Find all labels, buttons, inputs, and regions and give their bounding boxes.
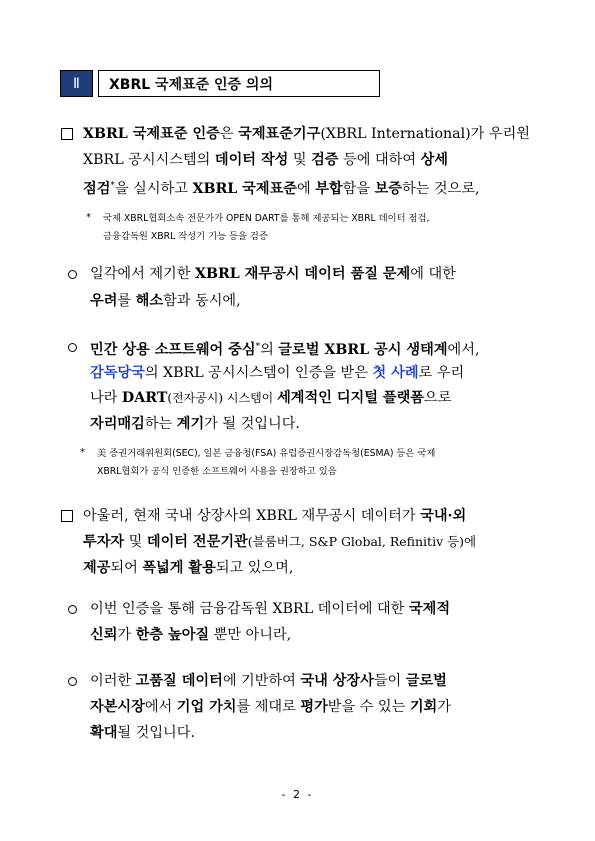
note2-line1: 美 증권거래위원회(SEC), 일본 금융청(FSA) 유럽증권시장감독청(ESMA) 등은 국제 (97, 448, 436, 459)
section-header (60, 70, 380, 97)
para6-line2: 자본시장에서 기업 가치를 제대로 평가받을 수 있는 기회가 (90, 699, 451, 715)
para4-line1: 아울러, 현재 국내 상장사의 XBRL 재무공시 데이터가 국내·외 (83, 508, 467, 524)
para1-line2: XBRL 공시시스템의 데이터 작성 및 검증 등에 대하여 상세 (83, 152, 448, 168)
page-number: - 2 - (281, 788, 314, 801)
para6-line3: 확대될 것입니다. (90, 725, 195, 741)
circle-bullet-icon (68, 270, 77, 279)
circle-bullet-icon (68, 677, 77, 686)
footnote-mark: * (86, 212, 91, 223)
note1-line2: 금융감독원 XBRL 작성기 기능 등을 검증 (103, 231, 268, 242)
section-number: Ⅱ (60, 70, 93, 97)
para1-line1: XBRL 국제표준 인증은 국제표준기구(XBRL International)가 우리원 (83, 126, 531, 142)
square-bullet-icon (61, 128, 73, 140)
para5-line2: 신뢰가 한층 높아질 뿐만 아니라, (90, 627, 292, 643)
circle-bullet-icon (68, 605, 77, 614)
para3-line1: 민간 상용 소프트웨어 중심*의 글로벌 XBRL 공시 생태계에서, (90, 342, 480, 358)
footnote-mark: * (80, 447, 85, 458)
para6-line1: 이러한 고품질 데이터에 기반하여 국내 상장사들이 글로벌 (90, 673, 447, 689)
section-title: XBRL 국제표준 인증 의의 (98, 70, 380, 97)
note2-line2: XBRL협회가 공식 인증한 소프트웨어 사용을 권장하고 있음 (97, 466, 337, 477)
square-bullet-icon (61, 510, 73, 522)
para2-line1: 일각에서 제기한 XBRL 재무공시 데이터 품질 문제에 대한 (90, 266, 456, 282)
para1-line3: 점검*을 실시하고 XBRL 국제표준에 부합함을 보증하는 것으로, (83, 181, 480, 197)
para2-line2: 우려를 해소함과 동시에, (90, 293, 241, 309)
note1-line1: 국제 XBRL협회소속 전문가가 OPEN DART를 통해 제공되는 XBRL 데이터 점검, (103, 213, 430, 224)
circle-bullet-icon (68, 343, 77, 352)
para5-line1: 이번 인증을 통해 금융감독원 XBRL 데이터에 대한 국제적 (90, 601, 451, 617)
para4-line3: 제공되어 폭넓게 활용되고 있으며, (83, 560, 294, 576)
para3-line2: 감독당국의 XBRL 공시시스템이 인증을 받은 첫 사례로 우리 (90, 365, 465, 381)
para3-line4: 자리매김하는 계기가 될 것입니다. (90, 416, 300, 432)
para3-line3: 나라 DART(전자공시) 시스템이 세계적인 디지털 플랫폼으로 (90, 390, 452, 406)
para4-line2: 투자자 및 데이터 전문기관(블룸버그, S&P Global, Refinitiv 등)에 (83, 534, 477, 550)
